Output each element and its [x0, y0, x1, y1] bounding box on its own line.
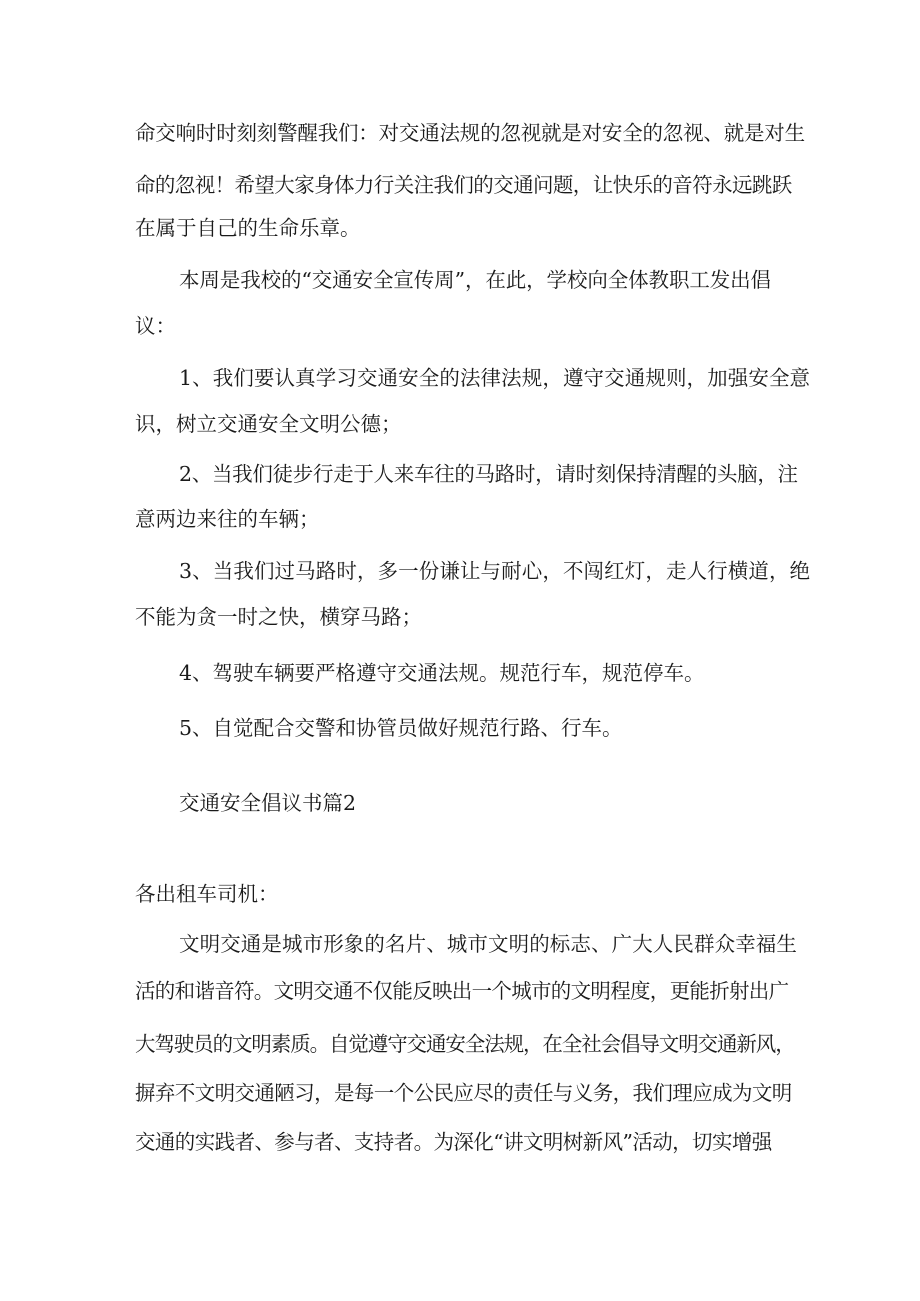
paragraph-1-line-3: 在属于自己的生命乐章。 [135, 216, 361, 240]
paragraph-3-line-4: 摒弃不文明交通陋习，是每一个公民应尽的责任与义务，我们理应成为文明 [135, 1081, 792, 1105]
salutation: 各出租车司机： [135, 882, 279, 906]
paragraph-3-line-3: 大驾驶员的文明素质。自觉遵守交通安全法规，在全社会倡导文明交通新风， [135, 1032, 795, 1056]
item-2-line-2: 意两边来往的车辆； [135, 507, 320, 531]
paragraph-3-line-1: 文明交通是城市形象的名片、城市文明的标志、广大人民群众幸福生 [179, 932, 797, 956]
paragraph-1-line-2: 命的忽视！希望大家身体力行关注我们的交通问题，让快乐的音符永远跳跃 [135, 173, 792, 197]
item-4: 4、驾驶车辆要严格遵守交通法规。规范行车，规范停车。 [179, 661, 705, 685]
paragraph-2-line-1: 本周是我校的“交通安全宣传周”，在此，学校向全体教职工发出倡 [179, 268, 771, 292]
item-5: 5、自觉配合交警和协管员做好规范行路、行车。 [179, 716, 623, 740]
paragraph-2-line-2: 议： [135, 314, 176, 338]
paragraph-3-line-2: 活的和谐音符。文明交通不仅能反映出一个城市的文明程度，更能折射出广 [135, 979, 789, 1003]
item-3-line-2: 不能为贪一时之快，横穿马路； [135, 605, 422, 629]
item-3-line-1: 3、当我们过马路时，多一份谦让与耐心，不闯红灯，走人行横道，绝 [179, 559, 811, 583]
section-heading: 交通安全倡议书篇2 [179, 791, 357, 815]
item-2-line-1: 2、当我们徒步行走于人来车往的马路时，请时刻保持清醒的头脑，注 [179, 462, 798, 486]
paragraph-1-line-1: 命交响时时刻刻警醒我们：对交通法规的忽视就是对安全的忽视、就是对生 [135, 121, 805, 145]
item-1-line-1: 1、我们要认真学习交通安全的法律法规，遵守交通规则，加强安全意 [179, 366, 811, 390]
paragraph-3-line-5: 交通的实践者、参与者、支持者。为深化“讲文明树新风”活动，切实增强 [135, 1130, 772, 1154]
item-1-line-2: 识，树立交通安全文明公德； [135, 412, 402, 436]
